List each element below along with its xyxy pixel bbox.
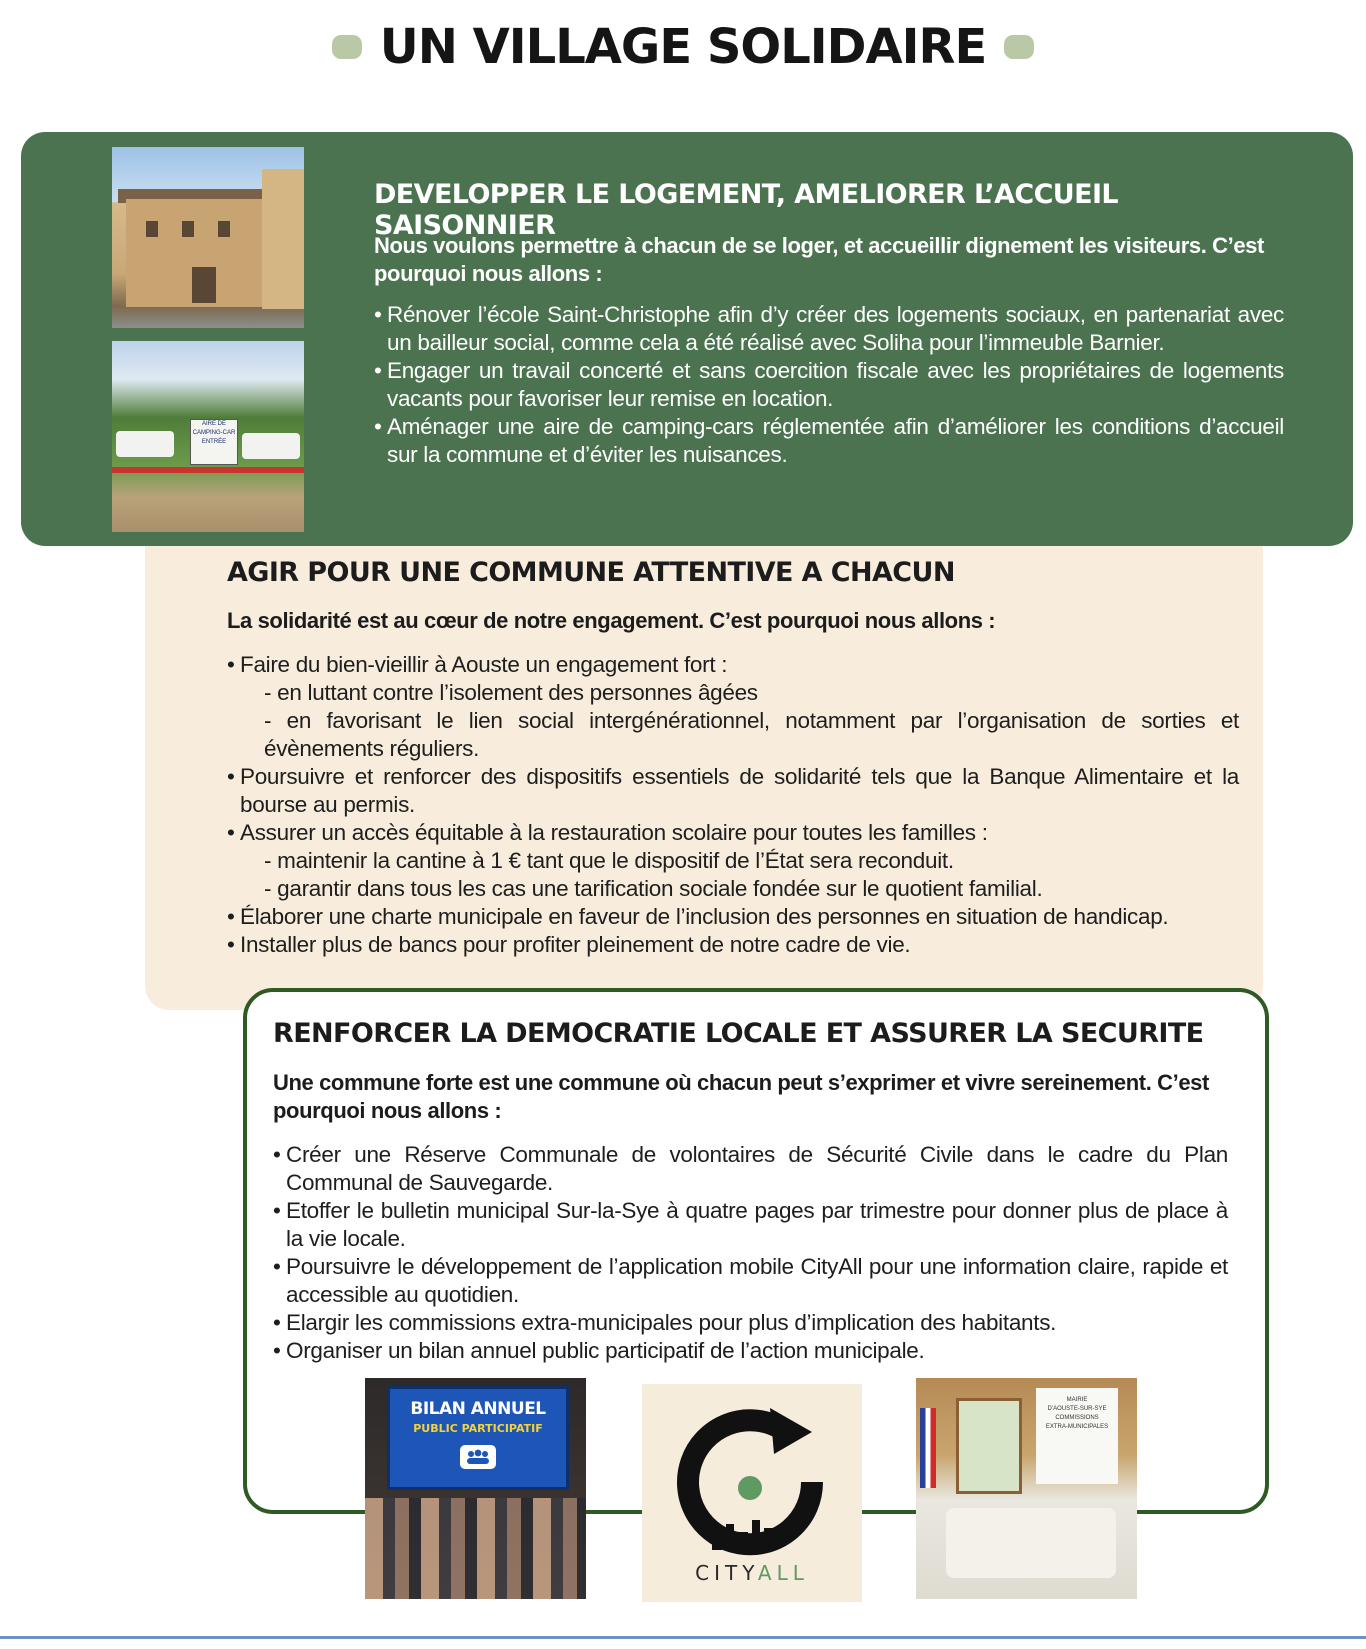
solidarite-subitem: - en luttant contre l’isolement des personnes âgées (264, 680, 758, 705)
poster-line: EXTRA-MUNICIPALES (1045, 1424, 1109, 1430)
solidarite-item (227, 819, 1239, 903)
democratie-heading: RENFORCER LA DEMOCRATIE LOCALE ET ASSURER LA SECURITE (273, 1018, 1204, 1049)
democratie-item: • Créer une Réserve Communale de volontaires de Sécurité Civile dans le cadre du Plan Communal de Sauvegarde. (273, 1141, 1228, 1197)
cityall-wordmark (642, 1561, 862, 1585)
logement-item: • Engager un travail concerté et sans coercition fiscale avec les propriétaires de logements vacants pour favoriser leur remise en location. (374, 357, 1284, 413)
page-title: UN VILLAGE SOLIDAIRE (379, 19, 987, 75)
cityall-part-city: CITY (695, 1561, 758, 1585)
logement-intro: Nous voulons permettre à chacun de se loger, et accueillir dignement les visiteurs. C’est pourquoi nous allons : (374, 233, 1264, 286)
democratie-list (273, 1141, 1228, 1365)
camping-car-sign (190, 419, 238, 465)
solidarite-item: • Poursuivre et renforcer des dispositifs essentiels de solidarité tels que la Banque Alimentaire et la bourse au permis. (227, 763, 1239, 819)
bilan-title: BILAN ANNUEL (410, 1399, 546, 1419)
democratie-item: • Elargir les commissions extra-municipales pour plus d’implication des habitants. (273, 1309, 1228, 1337)
commission-meeting-photo (916, 1378, 1137, 1599)
logement-heading: DEVELOPPER LE LOGEMENT, AMELIORER L’ACCUEIL SAISONNIER (374, 179, 1119, 241)
poster-line: D’AOUSTE-SUR-SYE (1047, 1406, 1107, 1412)
democratie-item: • Organiser un bilan annuel public participatif de l’action municipale. (273, 1337, 1228, 1365)
house-door (192, 267, 216, 303)
house-photo (112, 147, 304, 328)
sign-line-1: AIRE DE (201, 421, 226, 427)
meeting-window (956, 1398, 1022, 1494)
poster-line: COMMISSIONS (1055, 1415, 1099, 1421)
solidarite-heading: AGIR POUR UNE COMMUNE ATTENTIVE A CHACUN (227, 557, 955, 588)
audience (365, 1498, 586, 1599)
meeting-table (946, 1508, 1116, 1578)
commission-poster (1036, 1388, 1118, 1484)
cityall-part-all: ALL (757, 1561, 809, 1585)
bilan-annuel-photo (365, 1378, 586, 1599)
entrance-barrier (112, 467, 304, 473)
logement-list (374, 301, 1284, 469)
democratie-intro: Une commune forte est une commune où chacun peut s’exprimer et vivre sereinement. C’est pourquoi nous allons : (273, 1070, 1209, 1123)
sign-line-3: ENTRÉE (201, 439, 227, 445)
bottom-divider (0, 1636, 1366, 1639)
democratie-item: • Poursuivre le développement de l’application mobile CityAll pour une information claire, rapide et accessible au quotidien. (273, 1253, 1228, 1309)
camping-car-left (116, 431, 174, 457)
title-dot-left (332, 35, 362, 59)
people-bubble-icon (460, 1445, 496, 1469)
solidarite-item-text: Faire du bien-vieillir à Aouste un engagement fort : (240, 652, 728, 677)
title-dot-right (1004, 35, 1034, 59)
solidarite-item-text: Assurer un accès équitable à la restauration scolaire pour toutes les familles : (240, 820, 988, 845)
camping-car-photo (112, 341, 304, 532)
solidarite-subitem: - en favorisant le lien social intergénérationnel, notamment par l’organisation de sorties et évènements réguliers. (264, 708, 1239, 761)
democratie-item: • Etoffer le bulletin municipal Sur-la-Sye à quatre pages par trimestre pour donner plus de place à la vie locale. (273, 1197, 1228, 1253)
logement-item: • Aménager une aire de camping-cars réglementée afin d’améliorer les conditions d’accueil sur la commune et d’éviter les nuisances. (374, 413, 1284, 469)
house-window (182, 221, 194, 237)
sign-line-2: CAMPING-CAR (192, 430, 236, 436)
solidarite-list (227, 651, 1239, 959)
solidarite-item: • Élaborer une charte municipale en faveur de l’inclusion des personnes en situation de handicap. (227, 903, 1239, 931)
solidarite-item (227, 651, 1239, 763)
cityall-ring-icon (662, 1402, 842, 1562)
house-tower (262, 169, 304, 309)
title-row (0, 14, 1366, 80)
french-flag (920, 1408, 936, 1488)
cityall-logo (642, 1384, 862, 1602)
solidarite-intro: La solidarité est au cœur de notre engagement. C’est pourquoi nous allons : (227, 608, 996, 633)
poster-line: MAIRIE (1066, 1397, 1088, 1403)
house-window (218, 221, 230, 237)
bilan-subtitle: PUBLIC PARTICIPATIF (413, 1422, 543, 1435)
camping-car-right (242, 433, 300, 459)
house-window (146, 221, 158, 237)
solidarite-subitem: - maintenir la cantine à 1 € tant que le dispositif de l’État sera reconduit. (264, 848, 954, 873)
solidarite-item: • Installer plus de bancs pour profiter pleinement de notre cadre de vie. (227, 931, 1239, 959)
bilan-screen (387, 1386, 569, 1490)
logement-item: • Rénover l’école Saint-Christophe afin d’y créer des logements sociaux, en partenariat avec un bailleur social, comme cela a été réalisé avec Soliha pour l’immeuble Barnier. (374, 301, 1284, 357)
solidarite-subitem: - garantir dans tous les cas une tarification sociale fondée sur le quotient familial. (264, 876, 1043, 901)
